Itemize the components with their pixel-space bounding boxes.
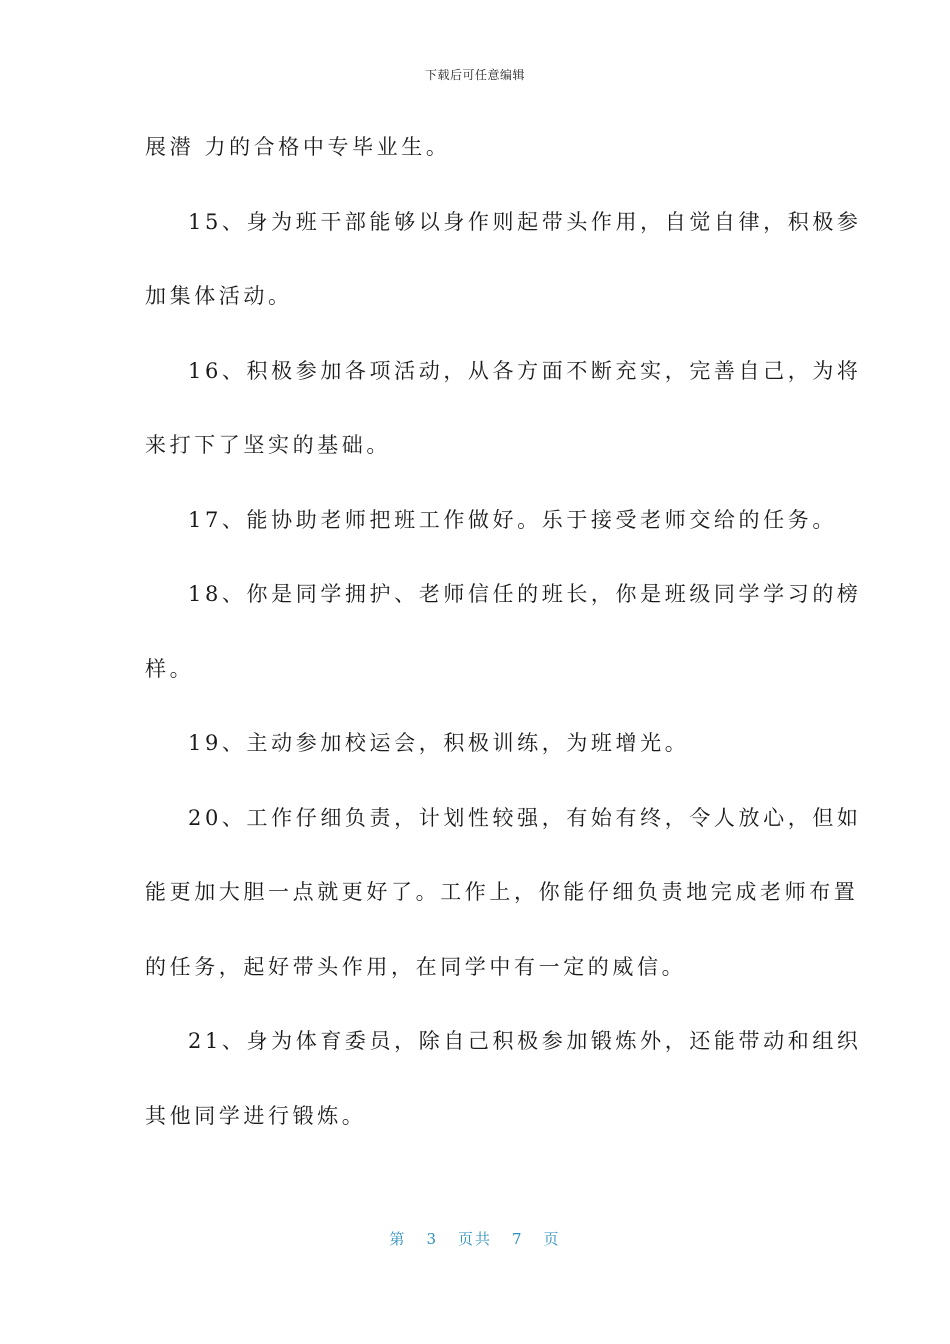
line-text: 加集体活动。 xyxy=(145,284,293,308)
text-line xyxy=(145,1089,795,1164)
text-line xyxy=(145,269,795,344)
page-label-suffix: 页 xyxy=(543,1230,561,1248)
line-text: 的任务，起好带头作用，在同学中有一定的威信。 xyxy=(145,954,687,979)
text-line xyxy=(145,865,859,940)
page-label-prefix: 第 xyxy=(389,1230,407,1248)
page-label-mid: 页共 xyxy=(457,1230,492,1248)
text-line xyxy=(145,642,795,717)
line-text: 15、身为班干部能够以身作则起带头作用，自觉自律，积极参 xyxy=(188,209,862,234)
page-header: 下载后可任意编辑 xyxy=(424,68,525,82)
text-line xyxy=(145,344,862,419)
line-text: 展潜 力的合格中专毕业生。 xyxy=(145,135,451,159)
text-line xyxy=(145,567,862,642)
text-line xyxy=(145,418,795,493)
total-pages-number: 7 xyxy=(512,1230,524,1248)
line-text: 16、积极参加各项活动，从各方面不断充实，完善自己，为将 xyxy=(188,358,862,383)
line-text: 20、工作仔细负责，计划性较强，有始有终，令人放心，但如 xyxy=(188,805,862,830)
line-text: 17、能协助老师把班工作做好。乐于接受老师交给的任务。 xyxy=(188,507,837,532)
line-text: 21、身为体育委员，除自己积极参加锻炼外，还能带动和组织 xyxy=(188,1029,862,1053)
line-text: 能更加大胆一点就更好了。工作上，你能仔细负责地完成老师布置 xyxy=(145,880,859,904)
line-text: 来打下了坚实的基础。 xyxy=(145,433,391,457)
text-line xyxy=(145,493,837,568)
text-line xyxy=(145,120,795,195)
current-page-number: 3 xyxy=(426,1230,438,1248)
document-body xyxy=(145,120,862,1163)
text-line xyxy=(145,791,862,866)
line-text: 其他同学进行锻炼。 xyxy=(145,1103,367,1128)
line-text: 19、主动参加校运会，积极训练，为班增光。 xyxy=(188,731,690,755)
text-line xyxy=(145,195,862,270)
text-line xyxy=(145,1014,862,1089)
text-line xyxy=(145,716,795,791)
page-footer xyxy=(0,1228,950,1249)
text-line xyxy=(145,940,795,1015)
line-text: 18、你是同学拥护、老师信任的班长，你是班级同学学习的榜 xyxy=(188,582,862,606)
line-text: 样。 xyxy=(145,656,195,681)
